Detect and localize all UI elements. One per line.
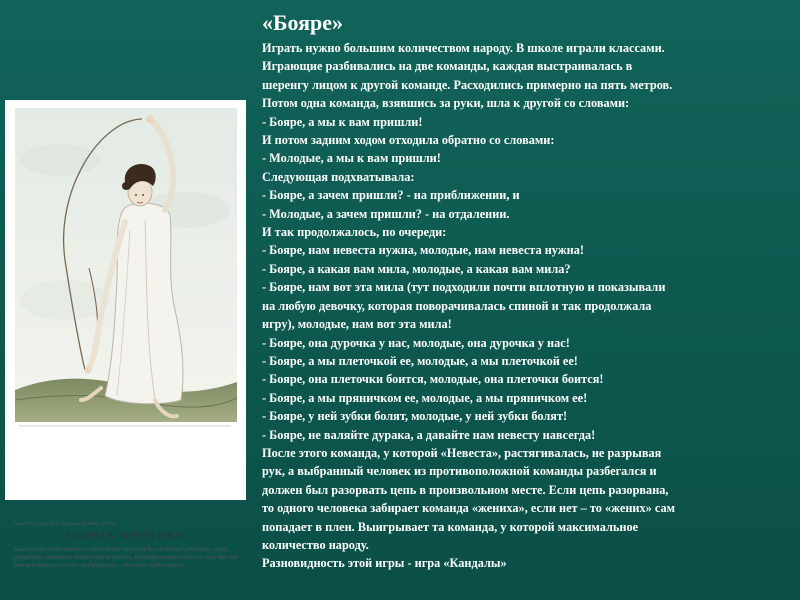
text-line: - Бояре, а зачем пришли? - на приближении, и bbox=[262, 188, 520, 203]
text-line: - Бояре, она плеточки боится, молодые, она плеточки боится! bbox=[262, 372, 604, 387]
engraving-title: SOPHIA WESTERN bbox=[64, 530, 187, 542]
text-line: - Бояре, а мы пряничком ее, молодые, а мы пряничком ее! bbox=[262, 390, 588, 405]
game-description bbox=[262, 8, 794, 573]
description-lines bbox=[262, 39, 794, 573]
text-line: - Бояре, нам невеста нужна, молодые, нам невеста нужна! bbox=[262, 243, 585, 258]
text-line: - Бояре, нам вот эта мила (тут подходили почти вплотную и показывали bbox=[262, 280, 666, 295]
engraving-quote: Adorned with all the charms in which Nature can array her; bedecked with beauty, youth, sprightliness, innocence, modesty and tenderness, breathing sweetness from her rosy lips and darting brightness from her sparkling eyes — the lovely Sophia comes! bbox=[13, 547, 237, 569]
text-line: Играть нужно большим количеством народу. В школе играли классами. bbox=[262, 41, 665, 55]
text-line: - Бояре, она дурочка у нас, молодые, она дурочка у нас! bbox=[262, 335, 570, 350]
slide-title: «Бояре» bbox=[262, 10, 344, 35]
text-line: то одного человека забирает команда «жениха», если нет – то «жених» сам bbox=[262, 501, 675, 516]
text-line: После этого команда, у которой «Невеста», растягивалась, не разрывая bbox=[262, 445, 662, 460]
text-line: И так продолжалось, по очереди: bbox=[262, 225, 447, 240]
engraving-credit: Painted by Adam Buck. Engraved by Henry Richter bbox=[13, 522, 117, 527]
text-line: рук, а выбранный человек из противоположной команды разбегался и bbox=[262, 464, 657, 479]
text-line: - Бояре, а мы плеточкой ее, молодые, а мы плеточкой ее! bbox=[262, 353, 578, 368]
text-line: Следующая подхватывала: bbox=[262, 169, 415, 184]
dancing-woman-illustration bbox=[5, 100, 246, 500]
text-line: должен был разорвать цепь в произвольном месте. Если цепь разорвана, bbox=[262, 482, 669, 497]
text-line: Разновидность этой игры - игра «Кандалы» bbox=[262, 556, 507, 571]
text-line: попадает в плен. Выигрывает та команда, у которой максимальное bbox=[262, 519, 639, 534]
text-line: Играющие разбивались на две команды, каждая выстраивалась в bbox=[262, 59, 633, 74]
text-line: И потом задним ходом отходила обратно со словами: bbox=[262, 133, 555, 148]
text-line: - Бояре, у ней зубки болят, молодые, у ней зубки болят! bbox=[262, 409, 568, 424]
text-line: - Бояре, а мы к вам пришли! bbox=[262, 114, 423, 129]
text-line: - Бояре, а какая вам мила, молодые, а какая вам мила? bbox=[262, 261, 571, 276]
text-line: шеренгу лицом к другой команде. Расходились примерно на пять метров. bbox=[262, 77, 673, 92]
text-line: - Молодые, а зачем пришли? - на отдалении. bbox=[262, 206, 510, 221]
text-line: - Молодые, а мы к вам пришли! bbox=[262, 151, 441, 166]
text-line: количество народу. bbox=[262, 537, 369, 552]
text-line: - Бояре, не валяйте дурака, а давайте нам невесту навсегда! bbox=[262, 427, 596, 442]
sophia-western-engraving bbox=[5, 100, 246, 569]
text-line: игру), молодые, нам вот эта мила! bbox=[262, 317, 452, 332]
text-line: Потом одна команда, взявшись за руки, шла к другой со словами: bbox=[262, 96, 630, 111]
text-line: на любую девочку, которая поворачивалась спиной и так продолжала bbox=[262, 298, 652, 313]
